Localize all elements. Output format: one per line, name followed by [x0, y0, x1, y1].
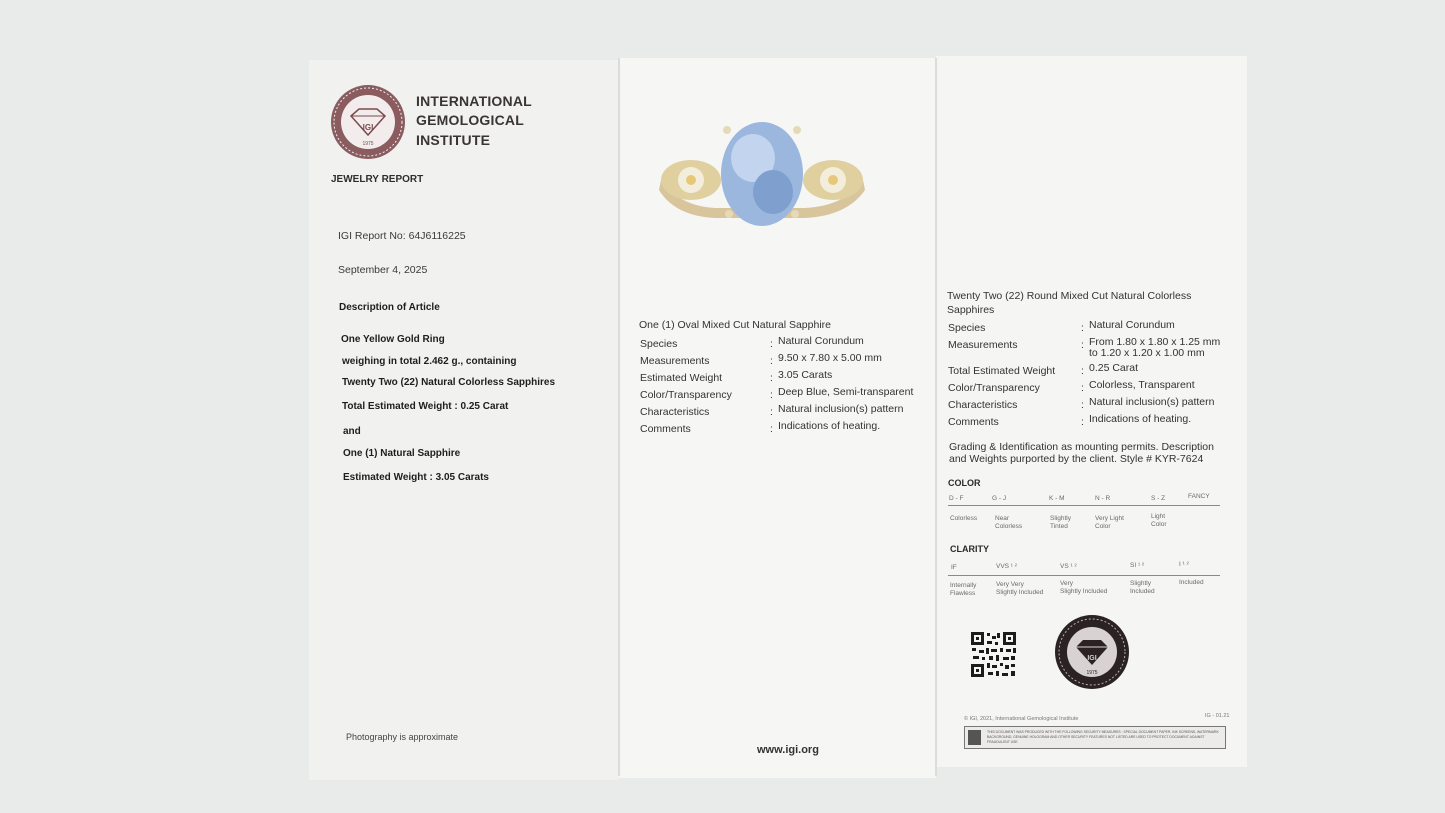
color-label: Light — [1151, 513, 1166, 520]
row-value-continued: to 1.20 x 1.20 x 1.00 mm — [1089, 347, 1205, 359]
color-scale-line — [948, 505, 1220, 506]
center-stone-title: One (1) Oval Mixed Cut Natural Sapphire — [639, 319, 831, 331]
side-stones-title-line2: Sapphires — [947, 304, 995, 316]
igi-seal-logo — [329, 83, 407, 161]
security-seal-year: 1975 — [1086, 670, 1098, 676]
clarity-scale-title: CLARITY — [950, 544, 989, 554]
row-label: Total Estimated Weight — [948, 365, 1056, 377]
description-heading: Description of Article — [339, 302, 440, 313]
side-stone-row: Species : Natural Corundum — [948, 319, 1175, 334]
description-line: Total Estimated Weight : 0.25 Carat — [342, 401, 509, 412]
security-seal-initials: IGI — [1087, 655, 1097, 662]
side-stone-row: Comments : Indications of heating. — [948, 413, 1192, 428]
security-note: THIS DOCUMENT WAS PRODUCED WITH THE FOLLOWING SECURITY MEASURES : SPECIAL DOCUMENT PAPER, INK SCREENS, WATERMARK BACKGROUND, GENUINE HOLOGRAM AND OTHER SECURITY FEATURES NOT LISTED ARE USED TO PROTECT DOCUMENT AGAINST FRAUDULENT USE — [987, 730, 1219, 744]
description-line: Estimated Weight : 3.05 Carats — [343, 472, 489, 483]
center-stone-row: Estimated Weight : 3.05 Carats — [640, 369, 833, 384]
row-value: Colorless, Transparent — [1089, 379, 1195, 391]
row-label: Species — [948, 322, 986, 334]
clarity-grade: I ¹ ² — [1179, 561, 1189, 568]
row-label: Comments — [640, 423, 691, 435]
qr-code[interactable] — [970, 631, 1017, 678]
row-label: Color/Transparency — [948, 382, 1040, 394]
form-code: IG - 01.21 — [1205, 713, 1230, 719]
clarity-scale-line — [948, 575, 1220, 576]
clarity-label: Included — [1130, 588, 1155, 595]
row-label: Characteristics — [948, 399, 1018, 411]
color-label: Tinted — [1050, 523, 1068, 530]
clarity-label: Included — [1179, 579, 1204, 586]
org-name-line3: INSTITUTE — [416, 132, 491, 148]
report-date: September 4, 2025 — [338, 264, 428, 276]
fold-line — [618, 58, 620, 776]
clarity-label: Flawless — [950, 590, 976, 597]
row-value: From 1.80 x 1.80 x 1.25 mm — [1089, 336, 1221, 348]
color-label: Near — [995, 515, 1010, 522]
color-grade: S - Z — [1151, 495, 1166, 502]
color-grade: K - M — [1049, 495, 1065, 502]
color-grade: G - J — [992, 495, 1007, 502]
side-stone-row: Total Estimated Weight : 0.25 Carat — [948, 362, 1139, 377]
clarity-label: Slightly Included — [1060, 588, 1108, 595]
row-value: 9.50 x 7.80 x 5.00 mm — [778, 352, 882, 364]
clarity-label: Slightly Included — [996, 589, 1044, 596]
side-stones-title-line1: Twenty Two (22) Round Mixed Cut Natural Colorless — [947, 290, 1192, 302]
description-line: One Yellow Gold Ring — [341, 334, 445, 345]
color-grade: FANCY — [1188, 493, 1210, 500]
row-label: Color/Transparency — [640, 389, 732, 401]
side-stones-table — [948, 319, 1238, 433]
center-stone-row: Species : Natural Corundum — [640, 335, 864, 350]
document-icon — [968, 730, 981, 745]
clarity-grade: IF — [951, 564, 957, 571]
description-line: Twenty Two (22) Natural Colorless Sapphires — [342, 377, 556, 388]
report-number: IGI Report No: 64J6116225 — [338, 230, 466, 242]
center-stone-row: Characteristics : Natural inclusion(s) pattern — [640, 403, 904, 418]
clarity-label: Very — [1060, 580, 1074, 587]
color-label: Color — [1095, 523, 1111, 530]
color-label: Slightly — [1050, 515, 1071, 522]
seal-year: 1975 — [362, 141, 374, 147]
center-stone-row: Color/Transparency : Deep Blue, Semi-transparent — [640, 386, 914, 401]
description-line: weighing in total 2.462 g., containing — [342, 356, 517, 367]
color-label: Very Light — [1095, 515, 1124, 522]
row-value: 3.05 Carats — [778, 369, 833, 381]
ring-photo — [655, 118, 869, 230]
row-value: Natural inclusion(s) pattern — [1089, 396, 1215, 408]
center-stone-row: Measurements : 9.50 x 7.80 x 5.00 mm — [640, 352, 882, 367]
igi-security-seal — [1054, 614, 1130, 690]
clarity-label: Internally — [950, 582, 977, 589]
copyright-text: © IGI, 2021, International Gemological Institute — [964, 716, 1079, 722]
org-name-line2: GEMOLOGICAL — [416, 112, 524, 128]
row-value: Indications of heating. — [1089, 413, 1192, 425]
clarity-label: Very Very — [996, 581, 1024, 588]
clarity-label: Slightly — [1130, 580, 1151, 587]
row-value: Natural inclusion(s) pattern — [778, 403, 904, 415]
security-strip — [964, 726, 1226, 749]
center-stone-table — [640, 335, 930, 440]
color-grade: D - F — [949, 495, 964, 502]
left-panel — [309, 60, 619, 780]
color-scale-title: COLOR — [948, 478, 981, 488]
color-label: Colorless — [995, 523, 1023, 530]
row-label: Measurements — [948, 339, 1018, 351]
center-stone-row: Comments : Indications of heating. — [640, 420, 881, 435]
row-value: Deep Blue, Semi-transparent — [778, 386, 914, 398]
org-name-line1: INTERNATIONAL — [416, 93, 532, 109]
side-stone-row: Characteristics : Natural inclusion(s) pattern — [948, 396, 1215, 411]
report-type: JEWELRY REPORT — [331, 174, 424, 185]
color-label: Color — [1151, 521, 1167, 528]
color-label: Colorless — [950, 515, 978, 522]
side-stone-row: Color/Transparency : Colorless, Transparent — [948, 379, 1195, 394]
side-stone-row: Measurements : From 1.80 x 1.80 x 1.25 mm to 1.20 x 1.20 x 1.00 mm — [948, 336, 1221, 359]
description-line: One (1) Natural Sapphire — [343, 448, 461, 459]
grading-note-line1: Grading & Identification as mounting permits. Description — [949, 441, 1214, 453]
description-line: and — [343, 426, 361, 437]
row-value: Natural Corundum — [1089, 319, 1175, 331]
color-grade: N - R — [1095, 495, 1111, 502]
row-label: Comments — [948, 416, 999, 428]
row-label: Measurements — [640, 355, 710, 367]
row-value: Natural Corundum — [778, 335, 864, 347]
row-value: 0.25 Carat — [1089, 362, 1139, 374]
row-label: Species — [640, 338, 678, 350]
fold-line — [935, 58, 937, 776]
row-label: Characteristics — [640, 406, 710, 418]
clarity-grade: SI ¹ ² — [1130, 562, 1145, 569]
grading-note-line2: and Weights purported by the client. Style # KYR-7624 — [949, 453, 1204, 465]
photo-note: Photography is approximate — [346, 732, 459, 742]
row-value: Indications of heating. — [778, 420, 881, 432]
row-label: Estimated Weight — [640, 372, 723, 384]
clarity-grade: VS ¹ ² — [1060, 563, 1077, 570]
website-link[interactable]: www.igi.org — [757, 744, 819, 756]
clarity-grade: VVS ¹ ² — [996, 563, 1017, 570]
seal-initials: IGI — [362, 123, 374, 132]
